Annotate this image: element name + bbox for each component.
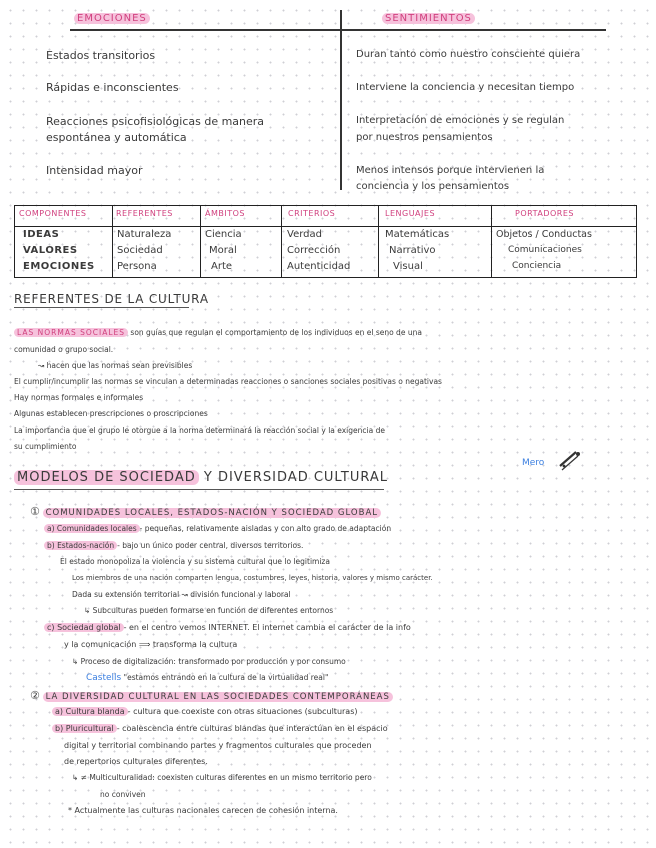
table-cell: Visual	[393, 261, 423, 272]
table-cell: Matemáticas	[385, 229, 450, 240]
table-cell: Sociedad	[117, 245, 163, 256]
sociedad-global-detail: y la comunicación ⟹ transforma la cultura	[64, 640, 238, 649]
section-1-heading: ① COMUNIDADES LOCALES, ESTADOS-NACIÓN Y SOCIEDAD GLOBAL	[30, 505, 381, 518]
referentes-line: La importancia que el grupo le otorgue a la norma determinará la reacción social y la exigencia de	[14, 426, 385, 435]
sentimientos-item: Interpretación de emociones y se regulan	[356, 115, 565, 126]
table-header: ÁMBITOS	[205, 209, 245, 218]
table-header: CRITERIOS	[288, 209, 336, 218]
table-cell: Arte	[211, 261, 233, 272]
normas-sociales-label: LAS NORMAS SOCIALES	[14, 328, 128, 337]
referentes-title: REFERENTES DE LA CULTURA	[14, 292, 209, 306]
comunidades-line: a) Comunidades locales - pequeñas, relativamente aisladas y con alto grado de adaptación	[44, 524, 391, 533]
referentes-title-underline	[14, 307, 189, 308]
sparkle-doodle-icon	[556, 448, 582, 472]
emociones-item: Estados transitorios	[46, 49, 156, 62]
emociones-item: espontánea y automática	[46, 131, 187, 144]
table-cell: Persona	[117, 261, 157, 272]
table-column-divider	[491, 206, 492, 277]
table-cell: Naturaleza	[117, 229, 172, 240]
pluricultural-detail: no conviven	[100, 790, 146, 799]
table-column-divider	[200, 206, 201, 277]
table-header-divider	[15, 226, 636, 227]
estados-detail: Dada su extensión territorial ↝ división funcional y laboral	[72, 590, 291, 599]
sentimientos-item: conciencia y los pensamientos	[356, 181, 510, 192]
estados-line: b) Estados-nación - bajo un único poder central, diversos territorios.	[44, 541, 303, 550]
table-cell: Corrección	[287, 245, 341, 256]
estados-detail: El estado monopoliza la violencia y su sistema cultural que lo legitimiza	[60, 557, 330, 566]
modelos-title: MODELOS DE SOCIEDAD Y DIVERSIDAD CULTURAL	[14, 470, 388, 485]
pluricultural-line: b) Pluricultural - coalescencia entre culturas blandas que interactúan en el espacio	[52, 724, 388, 733]
table-cell: EMOCIONES	[23, 261, 95, 272]
column-divider	[340, 10, 342, 190]
normas-line: LAS NORMAS SOCIALES son guías que regulan el comportamiento de los individuos en el seno de una	[14, 328, 422, 337]
table-cell: Verdad	[287, 229, 322, 240]
sentimientos-item: por nuestros pensamientos	[356, 132, 493, 143]
table-cell: IDEAS	[23, 229, 60, 240]
modelos-title-underline	[14, 489, 384, 490]
cultura-blanda-line: a) Cultura blanda - cultura que coexiste con otras situaciones (subculturas)	[52, 707, 358, 716]
estados-detail: ↳ Subculturas pueden formarse en función de diferentes entornos	[84, 606, 334, 615]
table-cell: VALORES	[23, 245, 78, 256]
referentes-line: su cumplimiento	[14, 442, 77, 451]
sentimientos-item: Duran tanto como nuestro consciente quiera	[356, 49, 581, 60]
table-cell: Objetos / Conductas	[496, 229, 592, 240]
table-header: LENGUAJES	[385, 209, 436, 218]
estados-detail: Los miembros de una nación comparten lengua, costumbres, leyes, historia, valores y mismo carácter.	[72, 574, 433, 582]
pluricultural-detail: ↳ ≠ Multiculturalidad: coexisten culturas diferentes en un mismo territorio pero	[72, 773, 372, 782]
referentes-line: El cumplir/incumplir las normas se vinculan a determinadas reacciones o sanciones sociales positivas o negativas	[14, 377, 442, 386]
table-cell: Comunicaciones	[508, 245, 582, 255]
section-2-heading: ② LA DIVERSIDAD CULTURAL EN LAS SOCIEDADES CONTEMPORÁNEAS	[30, 689, 393, 702]
signature: Mero	[522, 458, 545, 468]
referentes-line: Hay normas formales e informales	[14, 393, 144, 402]
table-cell: Conciencia	[512, 261, 562, 271]
table-column-divider	[378, 206, 379, 277]
top-divider-line	[70, 29, 606, 31]
pluricultural-detail: digital y territorial combinando partes y fragmentos culturales que proceden	[64, 741, 372, 750]
emociones-header: EMOCIONES	[74, 13, 150, 24]
sociedad-global-detail: ↳ Proceso de digitalización: transformado por producción y por consumo	[72, 657, 346, 666]
referentes-line: ↝ hacen que las normas sean previsibles	[38, 361, 193, 370]
table-header: COMPONENTES	[19, 209, 87, 218]
castells-line: Castells "estamos entrando en la cultura de la virtualidad real"	[86, 673, 329, 683]
sociedad-global-line: c) Sociedad global - en el centro vemos INTERNET. El internet cambia el carácter de la info	[44, 623, 411, 632]
sentimientos-item: Menos intensos porque intervienen la	[356, 165, 545, 176]
table-column-divider	[281, 206, 282, 277]
referentes-line: comunidad o grupo social.	[14, 345, 114, 354]
pluricultural-detail: * Actualmente las culturas nacionales carecen de cohesión interna.	[68, 806, 338, 815]
table-header: REFERENTES	[116, 209, 173, 218]
emociones-item: Reacciones psicofisiológicas de manera	[46, 115, 265, 128]
emociones-item: Intensidad mayor	[46, 164, 143, 177]
table-cell: Ciencia	[205, 229, 242, 240]
table-cell: Moral	[209, 245, 237, 256]
table-cell: Autenticidad	[287, 261, 351, 272]
culture-components-table	[14, 205, 637, 278]
table-column-divider	[112, 206, 113, 277]
pluricultural-detail: de repertorios culturales diferentes.	[64, 757, 208, 766]
table-cell: Narrativo	[389, 245, 436, 256]
table-header: PORTADORES	[515, 209, 574, 218]
emociones-item: Rápidas e inconscientes	[46, 81, 179, 94]
referentes-line: Algunas establecen prescripciones o proscripciones	[14, 409, 208, 418]
sentimientos-item: Interviene la conciencia y necesitan tiempo	[356, 82, 575, 93]
sentimientos-header: SENTIMIENTOS	[382, 13, 475, 24]
